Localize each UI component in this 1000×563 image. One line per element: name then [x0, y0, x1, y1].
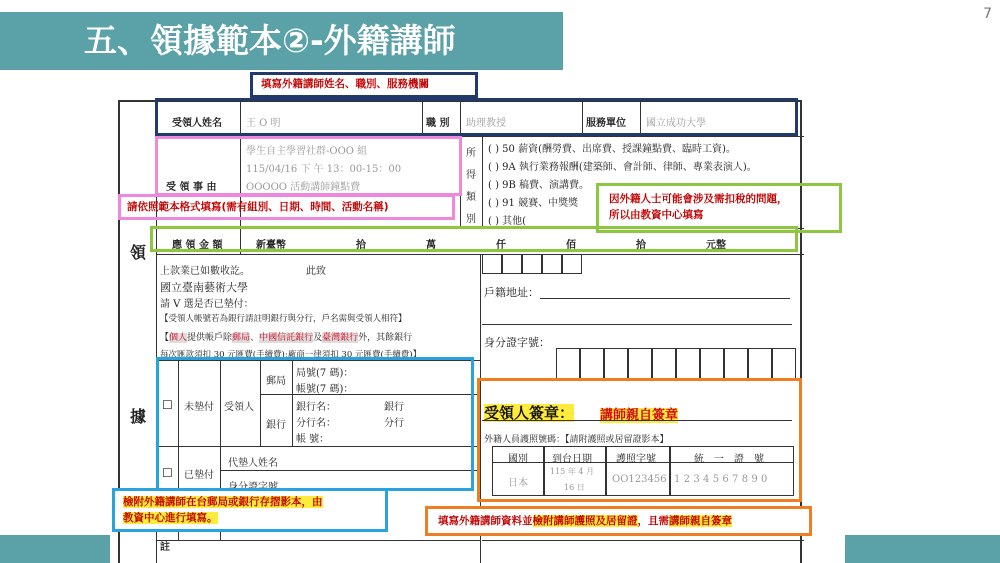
passport-country: 日本	[508, 478, 528, 489]
side-label-note: 註	[160, 542, 170, 553]
branch-name: 分行名：	[296, 418, 336, 429]
amount-unit-ten-thousand-tens: 拾	[356, 240, 366, 251]
to-text: 此致	[306, 266, 326, 277]
passport-col-country: 國別	[508, 454, 528, 465]
income-label-3: 類	[466, 192, 476, 203]
income-option-9a[interactable]: ( ) 9A 執行業務報酬(建築師、會計師、律師、專業表演人)。	[488, 162, 757, 173]
reason-line-3: OOOOO 活動講師鐘點費	[246, 182, 361, 193]
page-number: 7	[983, 6, 992, 22]
reason-line-1: 學生自主學習社群-OOO 組	[246, 146, 368, 157]
passport-date-line-2: 16 日	[564, 483, 585, 492]
unpaid-checkbox[interactable]: ☐	[162, 398, 173, 412]
amount-unit-hundred: 佰	[566, 240, 576, 251]
amount-currency: 新臺幣	[256, 240, 286, 251]
proxy-name-label: 代墊人姓名	[228, 458, 278, 469]
amount-unit-ten: 拾	[636, 240, 646, 251]
university-name: 國立臺南藝術大學	[160, 281, 248, 294]
highlight-name-row	[155, 98, 798, 136]
paid-question: 請 V 選是否已墊付：	[160, 299, 254, 310]
job-title-label: 職 別	[426, 118, 450, 129]
reason-label: 受 領 事 由	[166, 182, 217, 193]
account-code: 帳號(7 碼)：	[296, 384, 354, 395]
paid-label: 已墊付	[184, 470, 214, 481]
page-title: 五、領據範本②-外籍講師	[84, 21, 456, 60]
bank-rule: 【受領人帳號若為銀行請註明銀行與分行，戶名需與受領人相符】	[160, 314, 407, 324]
side-label-receipt-1: 領	[130, 243, 147, 262]
recipient-name-label: 受領人姓名	[172, 118, 222, 129]
bank-label: 銀行	[266, 420, 286, 431]
highlight-bank-table	[156, 357, 474, 491]
fee-rule: 每次匯款須扣 30 元匯費(手續費);廠商一律須扣 30 元匯費(手續費)】	[160, 350, 422, 360]
income-label-1: 所	[466, 148, 476, 159]
paid-checkbox[interactable]: ☐	[162, 466, 173, 480]
income-label-4: 別	[466, 214, 476, 225]
uniform-digit-1: 1234567890	[674, 474, 771, 485]
callout-format-note: 請依照範本格式填寫(需有組別、日期、時間、活動名稱)	[118, 194, 455, 220]
amount-unit-ten-thousand: 萬	[426, 240, 436, 251]
callout-bank-note: 檢附外籍講師在台郵局或銀行存摺影本，由 教資中心進行填寫。	[112, 488, 388, 532]
passport-heading: 外籍人員護照號碼：【請附護照或居留證影本】	[484, 435, 669, 445]
callout-name-title-unit: 填寫外籍講師姓名、職別、服務機關	[250, 72, 478, 98]
id-label: 身分證字號：	[484, 336, 550, 349]
received-text: 上款業已如數收訖。	[160, 266, 250, 277]
unit-value: 國立成功大學	[646, 118, 706, 129]
income-option-91[interactable]: ( ) 91 競賽、中獎獎	[488, 198, 579, 209]
signature-value: 講師親自簽章	[600, 408, 679, 423]
branch-suffix: 分行	[384, 418, 404, 429]
bank-rule-2: 【個人提供帳戶除郵局、中國信託銀行及臺灣銀行外，其餘銀行	[160, 333, 413, 343]
highlight-amount-row	[150, 226, 798, 252]
passport-col-uniform: 統 一 證 號	[694, 454, 764, 465]
passport-number: OO123456	[612, 474, 667, 485]
address-label: 戶籍地址：	[484, 286, 539, 299]
reason-line-2: 115/04/16 下 午 13：00-15：00	[246, 164, 402, 175]
bottom-bar-left	[0, 535, 110, 563]
bottom-bar-right	[845, 535, 1000, 563]
unpaid-label: 未墊付	[184, 402, 214, 413]
signature-label: 受領人簽章：	[484, 404, 575, 422]
passport-col-date: 到台日期	[552, 454, 592, 465]
amount-unit-dollar: 元整	[706, 240, 726, 251]
amount-label: 應 領 金 額	[172, 240, 223, 251]
amount-unit-thousand: 仟	[496, 240, 506, 251]
office-code: 局號(7 碼)：	[296, 368, 354, 379]
recipient-name-value: 王 O 明	[246, 118, 281, 129]
bank-suffix: 銀行	[384, 402, 404, 413]
post-label: 郵局	[266, 376, 286, 387]
account-number: 帳 號：	[296, 434, 330, 445]
callout-tax-note: 因外籍人士可能會涉及需扣稅的問題， 所以由教資中心填寫	[596, 183, 842, 233]
callout-signature-note: 填寫外籍講師資料並檢附講師護照及居留證，且需講師親自簽章	[425, 506, 812, 536]
highlight-reason-cell	[155, 136, 462, 196]
unit-label: 服務單位	[586, 118, 626, 129]
side-label-receipt-2: 據	[130, 407, 147, 426]
passport-col-number: 護照字號	[616, 454, 656, 465]
income-option-9b[interactable]: ( ) 9B 稿費、演講費。	[488, 180, 590, 191]
income-option-other[interactable]: ( ) 其他(	[488, 216, 527, 227]
job-title-value: 助理教授	[466, 118, 506, 129]
income-option-50[interactable]: ( ) 50 薪資(酬勞費、出席費、授課鐘點費、臨時工資)。	[488, 144, 736, 155]
bank-name: 銀行名：	[296, 402, 336, 413]
income-label-2: 得	[466, 170, 476, 181]
recipient-label: 受領人	[224, 402, 254, 413]
passport-date-line-1: 115 年 4 月	[550, 467, 594, 476]
highlight-signature-area	[477, 378, 802, 502]
